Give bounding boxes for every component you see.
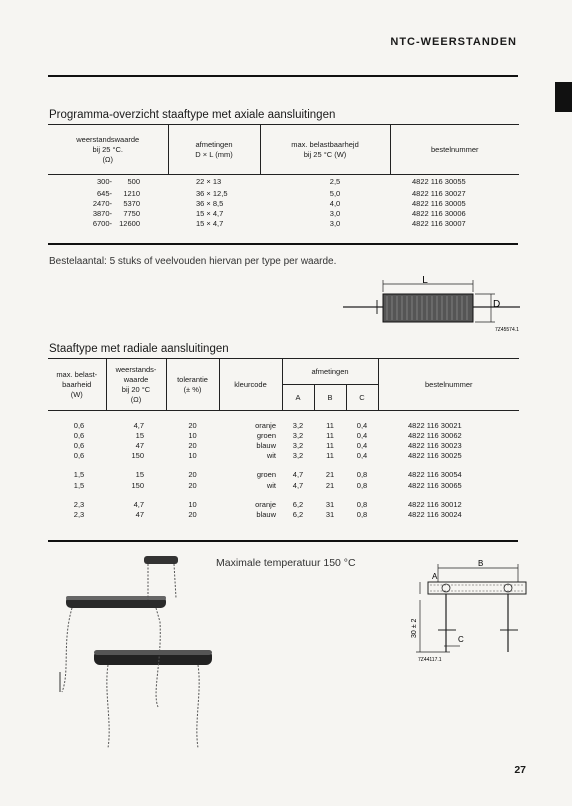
load-cell: 0,6	[73, 420, 85, 430]
row-spacer	[48, 229, 519, 235]
load-cell: 3,0	[329, 208, 341, 218]
table-row	[48, 175, 519, 189]
dimensions-cell: 36 × 8,5	[196, 198, 224, 208]
color-code-cell: wit	[266, 480, 276, 490]
order-number-cell: 4822 116 30025	[408, 451, 462, 461]
load-cell: 1,5	[73, 480, 85, 490]
dimensions-cell: 15 × 4,7	[196, 208, 224, 218]
color-code-cell: oranje	[255, 499, 276, 509]
resistance-cell: 15	[135, 430, 144, 440]
dim-b-cell: 21	[325, 480, 335, 490]
dim-a-cell: 4,7	[292, 480, 304, 490]
row-spacer	[48, 411, 519, 421]
axial-table-bottom-rule	[48, 243, 518, 245]
dim-a-cell: 4,7	[292, 470, 304, 480]
load-cell: 2,5	[329, 176, 341, 186]
table-row	[48, 209, 519, 219]
load-cell: 3,0	[329, 219, 341, 229]
radial-label-30: 30 ± 2	[411, 618, 418, 638]
axial-figure-code: 7Z45574.1	[495, 327, 519, 333]
radial-label-c: C	[458, 635, 464, 644]
load-cell: 0,6	[73, 440, 85, 450]
dim-b-cell: 31	[325, 499, 335, 509]
load-cell: 4,0	[329, 198, 341, 208]
radial-col-color: kleurcode	[219, 359, 282, 411]
section2-title: Staaftype met radiale aansluitingen	[49, 343, 229, 355]
resistance-low: 6700-	[92, 219, 112, 229]
table-row	[48, 219, 519, 229]
table-row	[48, 470, 519, 480]
color-code-cell: wit	[266, 451, 276, 461]
axial-col-load: max. belastbaarhejd bij 25 °C (W)	[260, 125, 390, 175]
dim-b-cell: 11	[326, 451, 334, 461]
resistance-low: 2470-	[92, 198, 112, 208]
dim-c-cell: 0,8	[356, 509, 368, 519]
resistance-range-cell	[48, 219, 168, 229]
radial-table-bottom-rule	[48, 540, 518, 542]
resistance-cell: 47	[135, 509, 144, 519]
resistance-range-cell	[48, 199, 168, 209]
dim-c-cell: 0,4	[356, 451, 368, 461]
order-quantity-note: Bestelaantal: 5 stuks of veelvouden hiervan per type per waarde.	[49, 256, 337, 267]
table-row	[48, 510, 519, 520]
resistance-cell: 150	[131, 480, 144, 490]
row-spacer	[48, 491, 519, 500]
tolerance-cell: 20	[188, 440, 197, 450]
load-cell: 2,3	[73, 499, 85, 509]
color-code-cell: groen	[256, 430, 276, 440]
order-number-cell: 4822 116 30055	[412, 176, 466, 186]
radial-col-a: A	[282, 385, 314, 411]
tolerance-cell: 10	[188, 451, 197, 461]
page-header-title: NTC-WEERSTANDEN	[390, 36, 517, 48]
tolerance-cell: 10	[188, 499, 197, 509]
color-code-cell: blauw	[256, 440, 276, 450]
resistance-range-cell	[48, 209, 168, 219]
dim-c-cell: 0,4	[356, 420, 368, 430]
dim-a-cell: 6,2	[292, 499, 304, 509]
resistance-low: 645-	[96, 188, 112, 198]
resistance-high: 1210	[123, 188, 140, 198]
radial-label-a: A	[432, 572, 438, 581]
radial-resistor-photo	[52, 552, 212, 752]
dim-b-cell: 21	[325, 470, 335, 480]
table-row	[48, 481, 519, 491]
page-number: 27	[514, 764, 526, 776]
radial-col-b: B	[314, 385, 346, 411]
order-number-cell: 4822 116 30005	[412, 198, 466, 208]
thumb-index-tab	[555, 82, 572, 112]
dim-a-cell: 3,2	[292, 420, 304, 430]
dim-c-cell: 0,4	[356, 440, 368, 450]
radial-col-resistance: weerstands- waarde bij 20 °C (Ω)	[106, 359, 166, 411]
order-number-cell: 4822 116 30006	[412, 208, 466, 218]
radial-col-dimensions: afmetingen	[282, 359, 378, 385]
tolerance-cell: 20	[188, 470, 197, 480]
table-row	[48, 441, 519, 451]
resistance-cell: 4,7	[133, 499, 144, 509]
resistance-cell: 15	[135, 470, 144, 480]
resistance-high: 5370	[123, 198, 140, 208]
table-row	[48, 199, 519, 209]
load-cell: 0,6	[73, 451, 85, 461]
dim-b-cell: 11	[326, 420, 334, 430]
dim-c-cell: 0,8	[356, 480, 368, 490]
radial-col-tolerance: tolerantie (± %)	[166, 359, 219, 411]
axial-resistor-drawing	[335, 276, 525, 336]
resistance-cell: 47	[135, 440, 144, 450]
resistance-low: 3870-	[92, 208, 112, 218]
resistance-high: 500	[127, 176, 140, 186]
dim-a-cell: 3,2	[292, 430, 304, 440]
header-rule	[48, 75, 518, 77]
table-row	[48, 451, 519, 461]
max-temperature-note: Maximale temperatuur 150 °C	[216, 557, 356, 569]
dimensions-cell: 36 × 12,5	[196, 188, 228, 198]
tolerance-cell: 20	[188, 420, 197, 430]
resistance-high: 12600	[119, 219, 140, 229]
order-number-cell: 4822 116 30027	[412, 188, 466, 198]
resistance-low: 300-	[96, 176, 112, 186]
radial-figure-code: 7Z44117.1	[418, 657, 442, 663]
order-number-cell: 4822 116 30054	[408, 470, 462, 480]
axial-label-d: D	[493, 299, 501, 310]
order-number-cell: 4822 116 30023	[408, 440, 462, 450]
resistance-range-cell	[48, 175, 168, 189]
dim-b-cell: 11	[326, 430, 334, 440]
axial-col-dimensions: afmetingen D × L (mm)	[168, 125, 260, 175]
row-spacer	[48, 461, 519, 470]
tolerance-cell: 10	[188, 430, 197, 440]
row-spacer	[48, 520, 519, 528]
radial-label-b: B	[478, 560, 484, 568]
color-code-cell: blauw	[256, 509, 276, 519]
tolerance-cell: 20	[188, 509, 197, 519]
axial-col-order: bestelnummer	[430, 144, 479, 154]
order-number-cell: 4822 116 30024	[408, 509, 462, 519]
resistance-cell: 4,7	[133, 420, 144, 430]
dim-c-cell: 0,8	[356, 470, 368, 480]
resistance-high: 7750	[123, 208, 140, 218]
dim-a-cell: 3,2	[292, 440, 304, 450]
color-code-cell: groen	[256, 470, 276, 480]
order-number-cell: 4822 116 30012	[408, 499, 462, 509]
radial-col-c: C	[346, 385, 378, 411]
dim-a-cell: 3,2	[292, 451, 304, 461]
table-row	[48, 431, 519, 441]
section1-title: Programma-overzicht staaftype met axiale aansluitingen	[49, 109, 336, 121]
table-row	[48, 500, 519, 510]
axial-label-l: L	[422, 276, 428, 286]
dim-b-cell: 11	[326, 440, 334, 450]
radial-col-order: bestelnummer	[424, 379, 473, 389]
axial-table	[48, 124, 519, 235]
radial-table	[48, 358, 519, 528]
load-cell: 1,5	[73, 470, 85, 480]
resistance-range-cell	[48, 189, 168, 199]
order-number-cell: 4822 116 30065	[408, 480, 462, 490]
order-number-cell: 4822 116 30062	[408, 430, 462, 440]
dim-c-cell: 0,8	[356, 499, 368, 509]
order-number-cell: 4822 116 30021	[408, 420, 462, 430]
load-cell: 2,3	[73, 509, 85, 519]
load-cell: 0,6	[73, 430, 85, 440]
tolerance-cell: 20	[188, 480, 197, 490]
table-row	[48, 421, 519, 431]
dim-a-cell: 6,2	[292, 509, 304, 519]
axial-col-resistance: weerstandswaarde bij 25 °C. (Ω)	[48, 125, 168, 175]
load-cell: 5,0	[329, 188, 341, 198]
dimensions-cell: 22 × 13	[196, 176, 222, 186]
dim-c-cell: 0,4	[356, 430, 368, 440]
table-row	[48, 189, 519, 199]
resistance-cell: 150	[131, 451, 144, 461]
order-number-cell: 4822 116 30007	[412, 219, 466, 229]
color-code-cell: oranje	[255, 420, 276, 430]
dim-b-cell: 31	[325, 509, 335, 519]
radial-dimension-drawing	[400, 560, 540, 670]
dimensions-cell: 15 × 4,7	[196, 219, 224, 229]
radial-col-load: max. belast- baarheid (W)	[48, 359, 106, 411]
